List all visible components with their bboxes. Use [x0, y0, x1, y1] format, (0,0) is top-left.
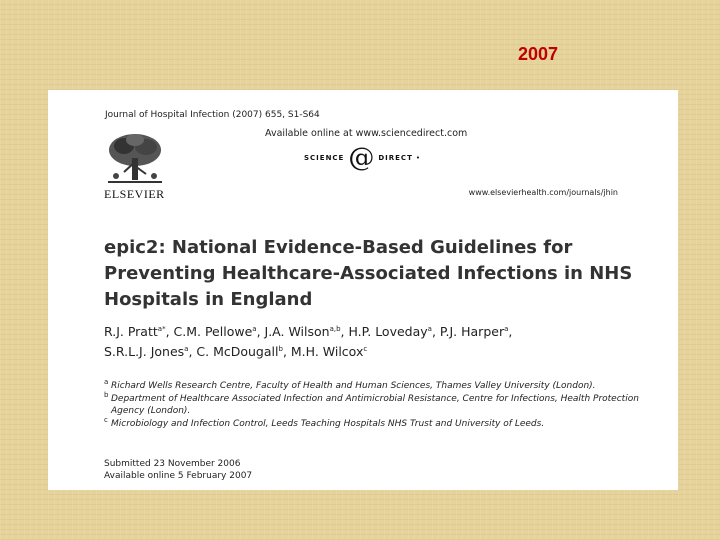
author-separator: , — [282, 344, 291, 359]
journal-citation: Journal of Hospital Infection (2007) 655, S1-S64 — [105, 110, 320, 120]
author-name: R.J. Pratt — [104, 324, 158, 339]
author-affiliation-mark: a,b — [329, 324, 341, 333]
author-separator: , — [431, 324, 440, 339]
author-name: M.H. Wilcox — [290, 344, 364, 359]
author-separator: , — [508, 324, 513, 339]
author-list — [104, 322, 664, 362]
author-name: J.A. Wilson — [264, 324, 330, 339]
sd-logo-dot: • — [415, 154, 420, 162]
article-page — [48, 90, 678, 490]
author-separator: , — [340, 324, 349, 339]
year-label: 2007 — [518, 44, 559, 64]
author-affiliation-mark: c — [363, 344, 368, 353]
article-title: epic2: National Evidence-Based Guidelines for Preventing Healthcare-Associated Infections in NHS Hospitals in England — [104, 237, 633, 310]
affiliation-text: Richard Wells Research Centre, Faculty of Health and Human Sciences, Thames Valley University (London). — [111, 381, 596, 391]
sd-logo-right: DIRECT — [378, 154, 413, 162]
author-line-1 — [104, 322, 664, 342]
submitted-date: Submitted 23 November 2006 — [104, 459, 241, 469]
affiliation-text: Microbiology and Infection Control, Leeds Teaching Hospitals NHS Trust and University of Leeds. — [111, 419, 545, 429]
available-online-date: Available online 5 February 2007 — [104, 471, 253, 481]
affiliation-item: b Department of Healthcare Associated Infection and Antimicrobial Resistance, Centre for Infections, Health Protection Agency (London). — [104, 391, 639, 416]
author-name: P.J. Harper — [439, 324, 505, 339]
journal-website: www.elsevierhealth.com/journals/jhin — [468, 188, 618, 197]
author-separator: , — [165, 324, 174, 339]
available-online-text: Available online at www.sciencedirect.com — [265, 128, 468, 139]
sd-logo-mark: @ — [348, 143, 375, 173]
author-affiliation-mark: a* — [157, 324, 166, 333]
author-name: S.R.L.J. Jones — [104, 344, 185, 359]
sciencedirect-logo-icon — [304, 142, 420, 174]
author-affiliation-mark: a — [252, 324, 257, 333]
affiliation-item: a Richard Wells Research Centre, Faculty of Health and Human Sciences, Thames Valley University (London). — [104, 378, 596, 391]
affiliation-list — [104, 380, 664, 431]
author-name: C.M. Pellowe — [173, 324, 253, 339]
author-name: H.P. Loveday — [348, 324, 428, 339]
author-separator: , — [188, 344, 197, 359]
affiliation-text: Department of Healthcare Associated Infection and Antimicrobial Resistance, Centre for Infections, Health Protection Agency (London). — [111, 394, 639, 416]
author-line-2 — [104, 342, 664, 362]
publisher-name: ELSEVIER — [104, 187, 165, 201]
author-affiliation-mark: b — [278, 344, 283, 353]
article-dates — [104, 458, 252, 482]
author-affiliation-mark: a — [427, 324, 432, 333]
author-separator: , — [256, 324, 265, 339]
affiliation-item: c Microbiology and Infection Control, Leeds Teaching Hospitals NHS Trust and University of Leeds. — [104, 416, 545, 429]
author-affiliation-mark: a — [184, 344, 189, 353]
author-name: C. McDougall — [196, 344, 279, 359]
author-affiliation-mark: a — [504, 324, 509, 333]
sd-logo-left: SCIENCE — [304, 154, 345, 162]
